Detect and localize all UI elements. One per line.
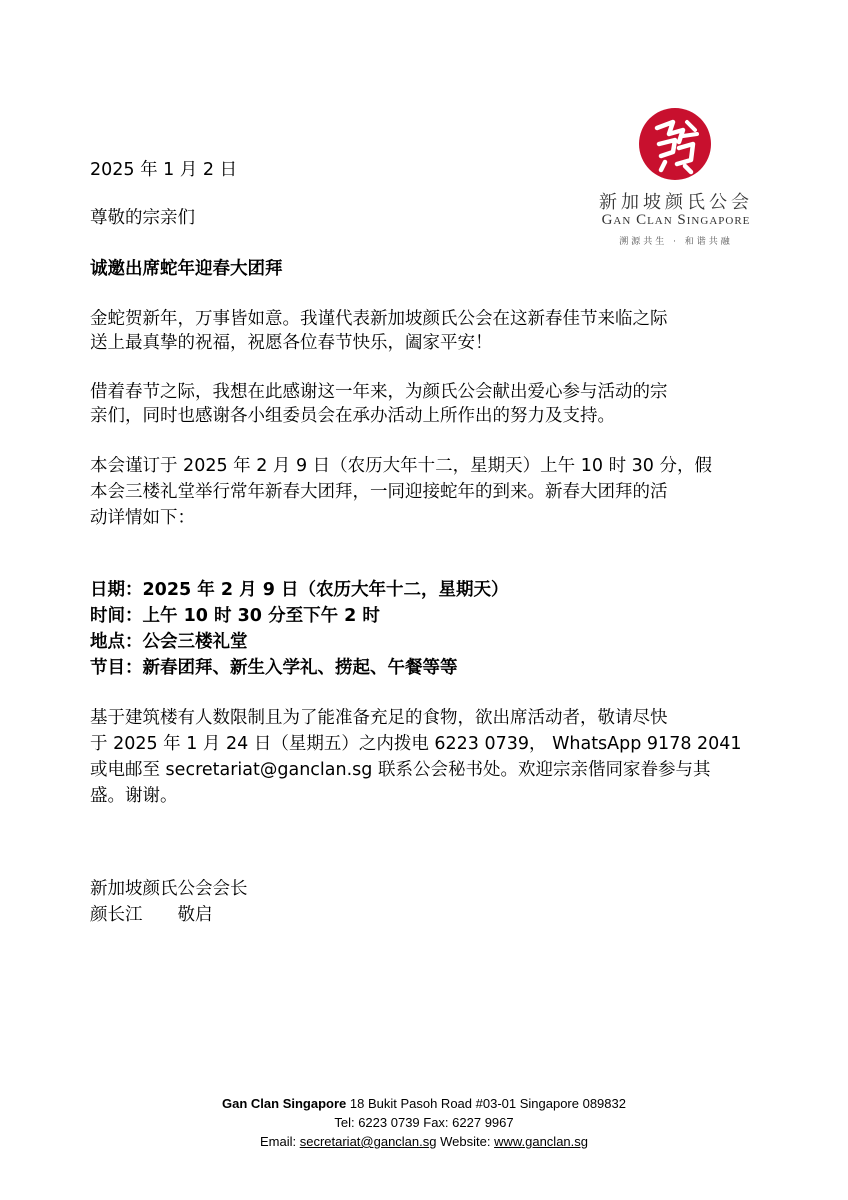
paragraph-line: 本会三楼礼堂举行常年新春大团拜，一同迎接蛇年的到来。新春大团拜的活 <box>90 482 668 502</box>
paragraph-line: 本会谨订于 2025 年 2 月 9 日（农历大年十二，星期天）上午 10 时 30 分，假 <box>90 456 712 476</box>
paragraph-line: 基于建筑楼有人数限制且为了能准备充足的食物，欲出席活动者，敬请尽快 <box>90 708 668 728</box>
signature-title: 新加坡颜氏公会会长 <box>90 879 248 899</box>
paragraph-line: 于 2025 年 1 月 24 日（星期五）之内拨电 6223 0739， WhatsApp 9178 2041 <box>90 734 742 754</box>
signature-name: 颜长江 敬启 <box>90 905 213 925</box>
paragraph-line: 或电邮至 secretariat@ganclan.sg 联系公会秘书处。欢迎宗亲偕同家眷参与其 <box>90 760 711 780</box>
paragraph-line: 盛。谢谢。 <box>90 786 178 806</box>
footer-email-label: Email: <box>259 1134 300 1149</box>
footer-address-line <box>0 1094 848 1113</box>
detail-venue: 地点：公会三楼礼堂 <box>90 632 248 652</box>
footer-website-label: Website: <box>436 1134 495 1149</box>
paragraph-line: 金蛇贺新年，万事皆如意。我谨代表新加坡颜氏公会在这新春佳节来临之际 <box>90 309 668 329</box>
paragraph-line: 借着春节之际，我想在此感谢这一年来，为颜氏公会献出爱心参与活动的宗 <box>90 382 668 402</box>
detail-time: 时间：上午 10 时 30 分至下午 2 时 <box>90 606 380 626</box>
paragraph-line: 送上最真挚的祝福，祝愿各位春节快乐，阖家平安！ <box>90 333 493 353</box>
paragraph-line: 亲们，同时也感谢各小组委员会在承办活动上所作出的努力及支持。 <box>90 406 615 426</box>
footer-contact: Tel: 6223 0739 Fax: 6227 9967 <box>334 1115 514 1130</box>
logo-chinese-name: 新加坡颜氏公会 <box>599 192 753 213</box>
footer-website-link[interactable]: www.ganclan.sg <box>494 1134 589 1149</box>
footer-email-link[interactable]: secretariat@ganclan.sg <box>299 1134 437 1149</box>
footer-org-name: Gan Clan Singapore <box>222 1096 347 1111</box>
detail-program: 节目：新春团拜、新生入学礼、捞起、午餐等等 <box>90 658 458 678</box>
letter-title: 诚邀出席蛇年迎春大团拜 <box>90 259 283 279</box>
logo-english-name: Gan Clan Singapore <box>601 212 751 228</box>
footer-links-line <box>0 1132 848 1151</box>
footer-address: 18 Bukit Pasoh Road #03-01 Singapore 089832 <box>346 1096 626 1111</box>
salutation: 尊敬的宗亲们 <box>90 208 195 228</box>
detail-date: 日期：2025 年 2 月 9 日（农历大年十二，星期天） <box>90 580 509 600</box>
paragraph-line: 动详情如下： <box>90 508 195 528</box>
letter-date: 2025 年 1 月 2 日 <box>90 160 238 180</box>
logo-motto: 溯源共生 · 和谐共融 <box>619 237 733 247</box>
